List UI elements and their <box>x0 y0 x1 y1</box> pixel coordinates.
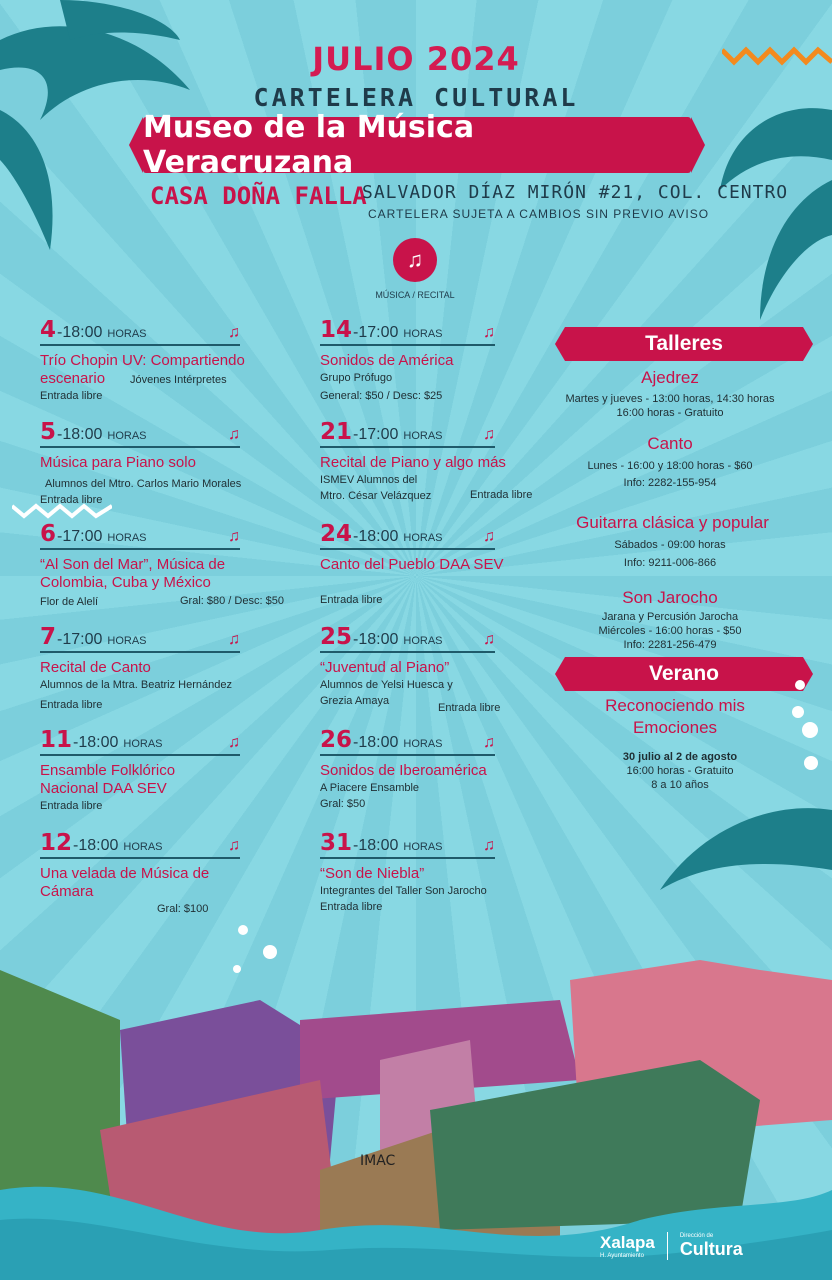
palm-leaf-lower-right <box>650 800 832 960</box>
verano-detail: 8 a 10 años <box>651 779 709 791</box>
event-detail: Grupo Prófugo <box>320 372 393 384</box>
taller-detail: Info: 2281-256-479 <box>623 639 717 651</box>
event-detail: Integrantes del Taller Son Jarocho <box>320 885 487 897</box>
event-detail: Gral: $80 / Desc: $50 <box>180 595 284 607</box>
taller-detail: Jarana y Percusión Jarocha <box>601 611 739 623</box>
xalapa-name: Xalapa <box>600 1233 655 1252</box>
event-detail: Entrada libre <box>40 494 103 506</box>
event-day: 11 <box>40 727 73 753</box>
music-notes-icon: ♫ <box>228 528 240 545</box>
event-detail: Alumnos de la Mtra. Beatriz Hernández <box>40 679 232 691</box>
taller-detail: Lunes - 16:00 y 18:00 horas - $60 <box>587 460 753 472</box>
taller-title: Canto <box>647 434 693 453</box>
music-notes-icon: ♫ <box>483 734 495 751</box>
event-right-4 <box>320 728 570 812</box>
music-notes-icon: ♫ <box>483 528 495 545</box>
event-title: Ensamble Folklórico Nacional DAA SEV <box>40 762 176 797</box>
music-notes-icon: ♫ <box>228 837 240 854</box>
page-subtitle: CARTELERA CULTURAL <box>253 83 579 112</box>
event-left-0 <box>40 318 290 404</box>
event-right-2 <box>320 522 570 608</box>
event-detail: Entrada libre <box>438 702 501 714</box>
event-day: 6 <box>40 521 57 547</box>
event-detail: Entrada libre <box>40 390 103 402</box>
event-horas: HORAS <box>403 430 443 442</box>
verano-dates: 30 julio al 2 de agosto <box>622 751 738 763</box>
event-left-5 <box>40 831 290 917</box>
event-detail: Gral: $100 <box>157 903 209 915</box>
event-time: -17:00 <box>353 426 399 443</box>
event-detail: Alumnos de Yelsi Huesca y <box>320 679 453 691</box>
event-time: -18:00 <box>353 631 399 648</box>
bubble <box>795 680 805 690</box>
event-detail: Jóvenes Intérpretes <box>130 374 227 386</box>
event-horas: HORAS <box>107 635 147 647</box>
event-detail: Flor de Alelí <box>40 596 99 608</box>
event-time: -17:00 <box>353 324 399 341</box>
verano-banner <box>565 657 803 691</box>
event-day: 14 <box>320 317 353 343</box>
event-horas: HORAS <box>403 841 443 853</box>
event-right-0 <box>320 318 570 404</box>
event-left-3 <box>40 625 290 713</box>
casa-name: CASA DOÑA FALLA <box>150 182 367 210</box>
event-title: Sonidos de América <box>320 352 454 369</box>
cultura-name: Cultura <box>679 1238 743 1259</box>
footer-logos <box>600 1232 743 1260</box>
address: SALVADOR DÍAZ MIRÓN #21, COL. CENTRO <box>362 182 789 203</box>
event-day: 5 <box>40 419 57 445</box>
music-notes-icon: ♫ <box>483 426 495 443</box>
event-horas: HORAS <box>107 532 147 544</box>
event-time: -18:00 <box>57 324 103 341</box>
palm-leaf-right <box>700 90 832 330</box>
event-right-5 <box>320 831 570 915</box>
event-title: Recital de Piano y algo más <box>320 454 506 471</box>
event-title: Recital de Canto <box>40 659 151 676</box>
event-right-3 <box>320 624 570 714</box>
event-time: -18:00 <box>57 426 103 443</box>
event-horas: HORAS <box>123 738 163 750</box>
event-horas: HORAS <box>107 430 147 442</box>
event-horas: HORAS <box>403 738 443 750</box>
music-notes-icon: ♫ <box>228 631 240 648</box>
music-notes-icon: ♫ <box>483 324 495 341</box>
music-notes-icon: ♫ <box>228 734 240 751</box>
event-horas: HORAS <box>123 841 163 853</box>
bubble <box>792 706 804 718</box>
talleres-banner <box>565 327 803 361</box>
event-title: Una velada de Música de Cámara <box>40 865 210 900</box>
cultura-small: Dirección de <box>679 1232 714 1239</box>
taller-detail: Info: 2282-155-954 <box>623 477 717 489</box>
logo-divider <box>667 1232 668 1260</box>
talleres-heading: Talleres <box>645 332 723 355</box>
event-title: “Son de Niebla” <box>320 865 425 882</box>
event-time: -17:00 <box>57 631 103 648</box>
taller-detail: 16:00 horas - Gratuito <box>616 407 724 419</box>
event-title: Música para Piano solo <box>40 454 196 471</box>
taller-detail: Martes y jueves - 13:00 horas, 14:30 horas <box>565 393 775 405</box>
event-title: Canto del Pueblo DAA SEV <box>320 556 504 573</box>
event-day: 26 <box>320 727 353 753</box>
event-detail: Gral: $50 <box>320 798 366 810</box>
event-time: -18:00 <box>73 837 119 854</box>
event-day: 25 <box>320 624 353 650</box>
event-day: 31 <box>320 830 353 856</box>
music-notes-icon: ♫ <box>483 837 495 854</box>
venue-title: Museo de la Música Veracruzana <box>143 110 475 180</box>
event-detail: A Piacere Ensamble <box>320 782 420 794</box>
verano-detail: 16:00 horas - Gratuito <box>626 765 734 777</box>
event-title: “Al Son del Mar”, Música de Colombia, Cuba y México <box>40 556 226 591</box>
event-horas: HORAS <box>403 635 443 647</box>
event-detail: Alumnos del Mtro. Carlos Mario Morales <box>45 478 242 490</box>
bubble <box>263 945 277 959</box>
legend-label: MÚSICA / RECITAL <box>375 290 455 300</box>
mac-sign: IMAC <box>360 1153 396 1169</box>
event-day: 12 <box>40 830 73 856</box>
event-detail: Entrada libre <box>470 489 533 501</box>
event-left-4 <box>40 728 290 814</box>
event-time: -18:00 <box>353 837 399 854</box>
event-day: 7 <box>40 624 57 650</box>
xalapa-sub: H. Ayuntamiento <box>600 1253 644 1259</box>
event-detail: Entrada libre <box>40 699 103 711</box>
change-notice: CARTELERA SUJETA A CAMBIOS SIN PREVIO AVISO <box>368 207 710 221</box>
music-notes-icon: ♫ <box>228 426 240 443</box>
event-horas: HORAS <box>403 532 443 544</box>
event-title: Trío Chopin UV: Compartiendo escenario <box>40 352 245 387</box>
event-detail: ISMEV Alumnos del <box>320 474 418 486</box>
event-title: “Juventud al Piano” <box>320 659 450 676</box>
event-horas: HORAS <box>107 328 147 340</box>
event-detail: Entrada libre <box>320 901 383 913</box>
taller-title: Guitarra clásica y popular <box>576 513 769 532</box>
event-time: -18:00 <box>73 734 119 751</box>
page-month: JULIO 2024 <box>312 40 520 78</box>
event-time: -18:00 <box>353 734 399 751</box>
bubble <box>804 756 818 770</box>
event-right-1 <box>320 420 570 504</box>
event-title: Sonidos de Iberoamérica <box>320 762 487 779</box>
music-notes-icon: ♫ <box>393 238 437 282</box>
verano-heading: Verano <box>648 662 720 685</box>
event-horas: HORAS <box>403 328 443 340</box>
event-detail: Grezia Amaya <box>320 695 390 707</box>
event-left-1 <box>40 420 290 508</box>
bubble <box>802 722 818 738</box>
music-notes-icon: ♫ <box>228 324 240 341</box>
event-detail: Mtro. César Velázquez <box>320 490 432 502</box>
event-day: 4 <box>40 317 57 343</box>
cultura-logo <box>680 1233 743 1260</box>
event-detail: Entrada libre <box>40 800 103 812</box>
taller-detail: Miércoles - 16:00 horas - $50 <box>598 625 742 637</box>
event-left-2 <box>40 522 290 610</box>
bubble <box>238 925 248 935</box>
event-detail: Entrada libre <box>320 594 383 606</box>
event-day: 24 <box>320 521 353 547</box>
event-day: 21 <box>320 419 353 445</box>
xalapa-logo <box>600 1233 655 1259</box>
venue-banner <box>143 110 691 180</box>
event-time: -18:00 <box>353 528 399 545</box>
taller-detail: Info: 9211-006-866 <box>623 557 717 569</box>
taller-title: Son Jarocho <box>622 588 718 607</box>
taller-detail: Sábados - 09:00 horas <box>614 539 726 551</box>
event-time: -17:00 <box>57 528 103 545</box>
taller-title: Ajedrez <box>641 368 699 387</box>
event-detail: General: $50 / Desc: $25 <box>320 390 443 402</box>
music-notes-icon: ♫ <box>483 631 495 648</box>
verano-title: Reconociendo mis Emociones <box>605 696 745 737</box>
